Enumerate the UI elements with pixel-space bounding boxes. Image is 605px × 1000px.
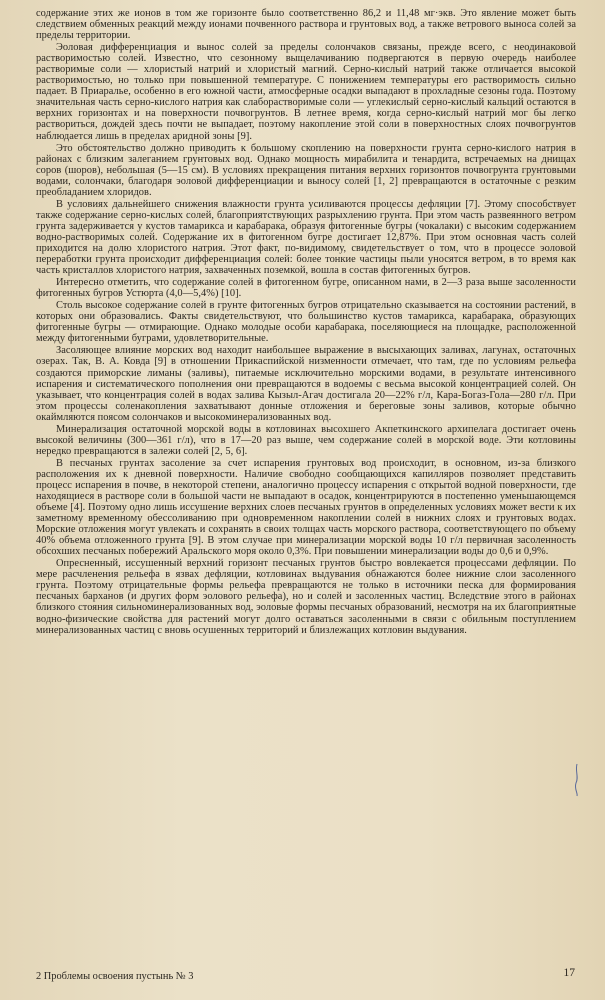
paragraph-2: Эоловая дифференциация и вынос солей за пределы солончаков связаны, прежде всего, с неодинаковой растворимостью солей. Известно, что сезонному выщелачиванию подвергаются в первую очередь наиболее растворимые соли — хлористый натрий и хлористый магний. Серно-кислый натрий также отличается высокой растворимостью, но только при повышенной температуре. С понижением температуры его растворимость сильно падает. В Приаралье, особенно в его южной части, атмосферные осадки выпадают в прохладные сезоны года. Поэтому значительная часть серно-кислого натрия как слаборастворимые соли — углекислый серно-кислый кальций остаются в верхних горизонтах и на поверхности почвогрунтов. В летнее время, когда серно-кислый натрий мог бы легко раствориться, дождей здесь почти не выпадает, поэтому накопление этой соли в поверхностных слоях почвогрунтов наблюдается лишь в пределах аридной зоны [9]. xyxy=(36,42,576,142)
paragraph-7: Засоляющее влияние морских вод находит наибольшее выражение в высыхающих заливах, лагунах, остаточных озерах. Так, В. А. Ковда [9] в отношении Прикаспийской низменности отмечает, что там, где по условиям рельефа создаются приморские лиманы (заливы), питаемые исключительно морскими водами, в результате интенсивного испарения и систематического пополнения они превращаются в водоемы с весьма высокой концентрацией солей. Он указывает, что концентрация солей в водах залива Кызыл-Агач достигала 20—22% г/л, Кара-Богаз-Гола—280 г/л. При этом процессы соленакопления захватывают донные отложения и береговые зоны заливов, которые обычно окаймляются поясом солончаков и высокоминерализованных вод. xyxy=(36,345,576,423)
paragraph-5: Интересно отметить, что содержание солей в фитогенном бугре, описанном нами, в 2—3 раза выше засоленности фитогенных бугров Устюрта (4,0—5,4%) [10]. xyxy=(36,277,576,300)
page-number: 17 xyxy=(563,967,575,979)
paragraph-3: Это обстоятельство должно приводить к большому скоплению на поверхности грунта серно-кислого натрия в районах с близким залеганием грунтовых вод. Однако мощность мирабилита и тенардита, встречаемых на днищах соров (шоров), небольшая (5—15 см). В условиях прекращения питания верхних горизонтов почвогрунта грунтовыми водами, солончаки, благодаря эоловой дифференциации и выносу солей [1, 2] превращаются в остаточные с резким преобладанием хлоридов. xyxy=(36,142,576,198)
body-text xyxy=(36,8,576,636)
paragraph-10: Опресненный, иссушенный верхний горизонт песчаных грунтов быстро вовлекается процессами дефляции. По мере расчленения рельефа в язвах дефляции, котловинах выдувания обнажаются более нижние слои засоленного грунта. Поэтому отрицательные формы рельефа превращаются не только в источники песка для формирования песчаных барханов (и других форм эолового рельефа), но и солей и засоленных частиц. Вследствие этого в районах близкого стояния сильноминерализованных вод, эоловые формы песчаных образований, несмотря на их благоприятные водно-физические свойства для растений могут долго оставаться засоленными в связи с обильным поступлением минерализованных частиц с вновь осушенных территорий и близлежащих котловин выдувания. xyxy=(36,558,576,636)
paragraph-9: В песчаных грунтах засоление за счет испарения грунтовых вод происходит, в основном, из-за близкого расположения их к дневной поверхности. Наличие свободно сообщающихся капилляров позволяет представить процесс испарения в почве, в некоторой степени, аналогично процессу испарения с открытой водной поверхности, где находящиеся в растворе соли в большой части не выпадают в осадок, концентрируются в постепенно уменьшающемся объеме [4]. Поэтому одно лишь иссушение верхних слоев песчаных грунтов в определенных условиях может вести к их заметному временному обессоливанию при одновременном накоплении солей в нижних слоях и грунтовых водах. Морские отложения могут увлекать и сохранять в своих толщах часть морского раствора, соответствующего по объему 40% объема отложенного грунта [9]. В этом случае при минерализации морской воды 10 г/л первичная засоленность обсохших песчаных побережий Аральского моря около 0,3%. При повышении минерализации воды до 0,6 и 0,9%. xyxy=(36,457,576,558)
paragraph-8: Минерализация остаточной морской воды в котловинах высохшего Акпеткинского архипелага достигает очень высокой величины (300—361 г/л), что в 17—20 раз выше, чем содержание солей в морской воде. Эти котловины нередко превращаются в залежи солей [2, 5, 6]. xyxy=(36,423,576,457)
paragraph-1: содержание этих же ионов в том же горизонте было соответственно 86,2 и 11,48 мг·экв. Это явление может быть следствием обменных реакций между ионами почвенного раствора и грунтовых вод, а также ветрового выноса солей за пределы территории. xyxy=(36,8,576,42)
paragraph-6: Столь высокое содержание солей в грунте фитогенных бугров отрицательно сказывается на состоянии растений, в которых они образовались. Факты свидетельствуют, что большинство кустов тамарикса, карабарака, образующих фитогенные бугры — отмирающие. Однако молодые особи карабарака, поселяющиеся на площадке, расположенной между фитогенными буграми, удовлетворительные. xyxy=(36,300,576,345)
paragraph-4: В условиях дальнейшего снижения влажности грунта усиливаются процессы дефляции [7]. Этому способствует также содержание серно-кислых солей, благоприятствующих разрыхлению грунта. При этом часть развеянного ветром грунта задерживается у кустов тамарикса и карабарака, образуя фитогенные бугры (чокалаки) с высоким содержанием водно-растворимых солей. Содержание их в фитогенном бугре достигает 12,87%. При этом основная часть солей приходится на долю хлористого натрия. Этот факт, по-видимому, свидетельствует о том, что в процессе эоловой переработки грунта происходит дифференциация солей: более тонкие частицы пыли уносятся ветром, в то время как часть кристаллов хлористого натрия, захваченных поземкой, вошла в состав фитогенных бугров. xyxy=(36,198,576,277)
margin-pencil-mark xyxy=(574,763,580,797)
footnote: 2 Проблемы освоения пустынь № 3 xyxy=(36,971,194,982)
page-footer xyxy=(36,967,575,983)
